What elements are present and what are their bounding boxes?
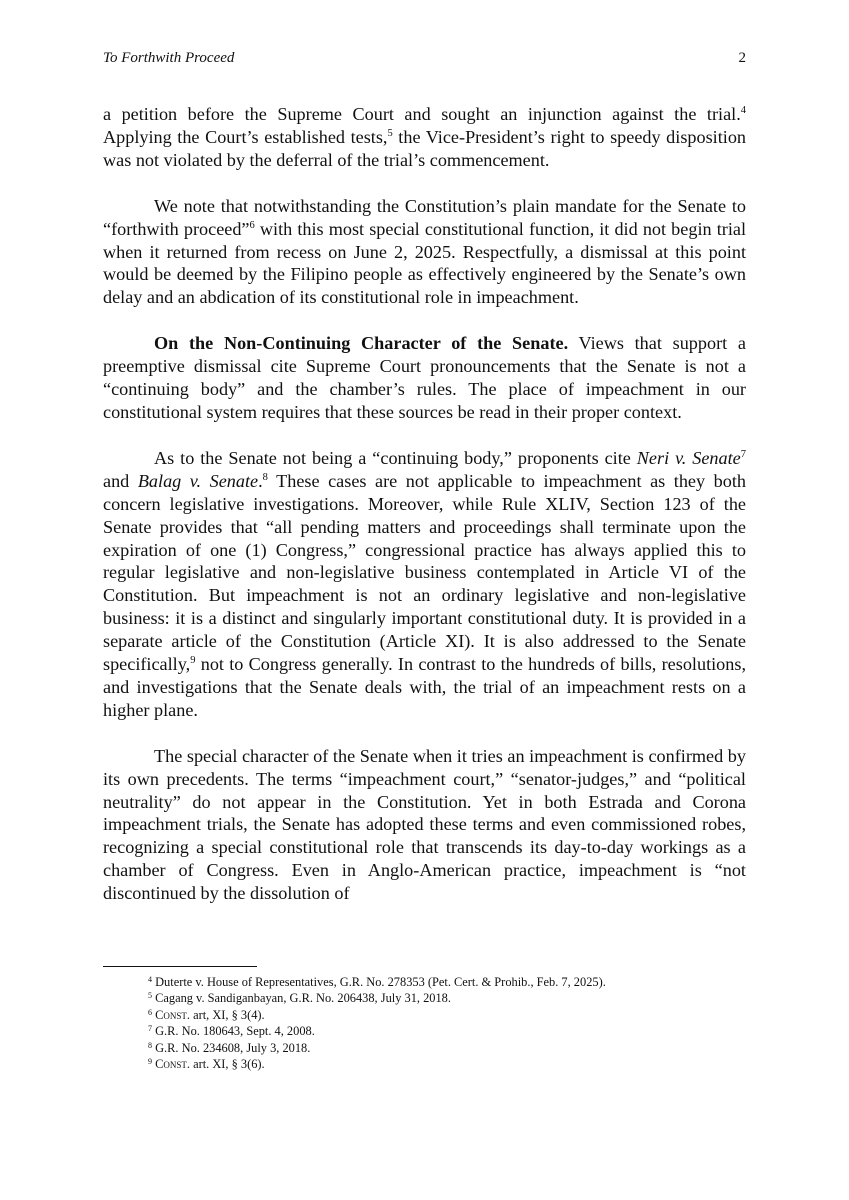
footnote-divider <box>103 966 257 967</box>
paragraph-non-continuing <box>103 332 746 424</box>
text-run: These cases are not applicable to impeachment as they both concern legislative investigations. Moreover, while Rule XLIV, Section 123 of the Senate provides that “all pending matters and proceedings shall terminate upon the expiration of one (1) Congress,” congressional practice has always applied this to regular legislative and non-legislative business contemplated in Article VI of the Constitution. But impeachment is not an ordinary legislative and non-legislative business: it is a distinct and singularly important constitutional duty. It is provided in a separate article of the Constitution (Article XI). It is also addressed to the Senate specifically, <box>103 470 746 675</box>
case-name: Balag v. Senate <box>137 470 259 491</box>
paragraph-continuation <box>103 103 746 172</box>
footnote-number: 4 <box>148 975 152 984</box>
text-run: and <box>103 470 138 491</box>
footnote-ref: 4 <box>740 105 746 116</box>
section-heading: On the Non-Continuing Character of the Senate. <box>154 333 569 354</box>
footnote-number: 7 <box>148 1024 152 1034</box>
footnote-number: 6 <box>148 1007 152 1017</box>
footnote-text: Cagang v. Sandiganbayan, G.R. No. 206438, July 31, 2018. <box>155 991 451 1006</box>
text-run: Applying the Court’s established tests, <box>103 126 388 147</box>
document-body <box>103 103 746 928</box>
text-run: . <box>258 470 263 491</box>
footnote-ref: 5 <box>387 127 393 139</box>
footnote-ref: 9 <box>190 655 196 667</box>
footnote-text: G.R. No. 180643, Sept. 4, 2008. <box>155 1024 315 1039</box>
text-run: a petition before the Supreme Court and sought an injunction against the trial. <box>103 104 741 124</box>
paragraph-forthwith <box>103 195 746 310</box>
footnote <box>148 1056 748 1072</box>
footnote-text: Duterte v. House of Representatives, G.R. No. 278353 (Pet. Cert. & Prohib., Feb. 7, 2025). <box>155 975 606 989</box>
footnote-text: art, XI, § 3(4). <box>189 1007 265 1022</box>
footnote-number: 9 <box>148 1057 152 1067</box>
case-name: Neri v. Senate <box>636 447 741 468</box>
text-run: not to Congress generally. In contrast to the hundreds of bills, resolutions, and investigations that the Senate deals with, the trial of an impeachment rests on a higher plane. <box>103 654 746 720</box>
footnote-smallcaps: Const. <box>155 1007 190 1022</box>
footnote <box>148 990 748 1006</box>
footnote <box>148 1007 748 1023</box>
page-number: 2 <box>738 50 746 66</box>
text-run: The special character of the Senate when it tries an impeachment is confirmed by its own precedents. The terms “impeachment court,” “senator-judges,” and “political neutrality” do not appear in the Constitution. Yet in both Estrada and Corona impeachment trials, the Senate has adopted these terms and even commissioned robes, recognizing a special constitutional role that transcends its day-to-day workings as a chamber of Congress. Even in Anglo-American practice, impeachment is “not discontinued by the dissolution of <box>103 745 746 904</box>
footnote-number: 5 <box>148 991 152 1001</box>
footnote <box>148 974 748 990</box>
text-run: with this most special constitutional function, it did not begin trial when it returned from recess on June 2, 2025. Respectfully, a dismissal at this point would be deemed by the Filipino people as effectively engineered by the Senate’s own delay and an abdication of its constitutional role in impeachment. <box>103 218 746 308</box>
footnote-smallcaps: Const. <box>155 1057 190 1072</box>
text-run: Views that support a preemptive dismissal cite Supreme Court pronouncements that the Senate is not a “continuing body” and the chamber’s rules. The place of impeachment in our constitutional system requires that these sources be read in their proper context. <box>103 333 746 422</box>
footnotes <box>148 974 748 1072</box>
page-header <box>103 50 746 74</box>
text-run: the Vice-President’s right to speedy disposition was not violated by the deferral of the trial’s commencement. <box>103 126 747 170</box>
footnote-text: art. XI, § 3(6). <box>189 1057 265 1072</box>
paragraph-special-character <box>103 745 746 905</box>
footnote-text: G.R. No. 234608, July 3, 2018. <box>155 1040 311 1055</box>
footnote-ref: 6 <box>249 219 255 231</box>
text-run: As to the Senate not being a “continuing body,” proponents cite <box>154 447 637 468</box>
running-head: To Forthwith Proceed <box>103 50 235 66</box>
footnote-ref: 8 <box>262 471 268 483</box>
text-run: We note that notwithstanding the Constitution’s plain mandate for the Senate to “forthwith proceed” <box>103 195 746 239</box>
paragraph-continuing-body <box>103 447 746 722</box>
footnote-number: 8 <box>148 1040 152 1050</box>
footnote <box>148 1040 748 1056</box>
footnote-ref: 7 <box>740 448 746 460</box>
footnote <box>148 1023 748 1039</box>
